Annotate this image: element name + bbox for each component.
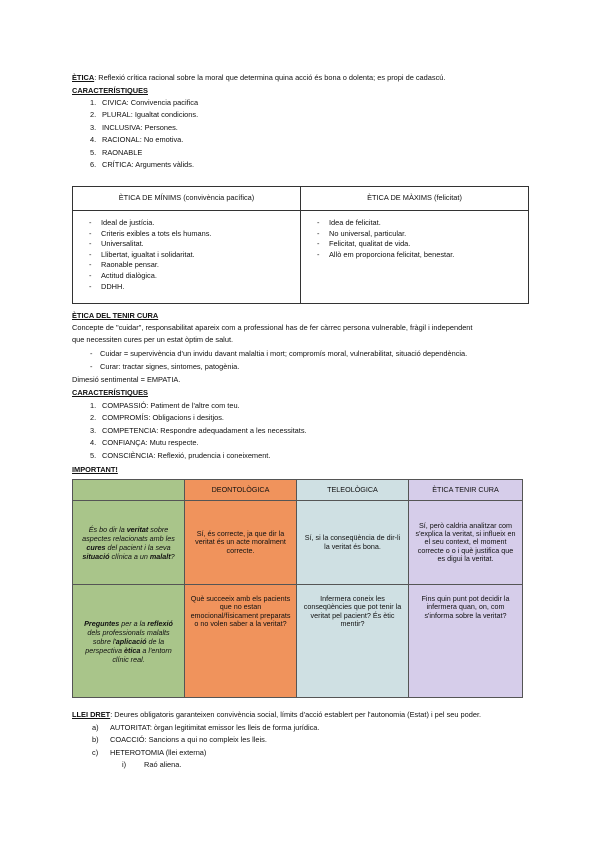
list-item: - Universalitat. (73, 240, 300, 251)
etica-definition-text: : Reflexió crítica racional sobre la moral que determina quina acció és bona o dolenta; es propi de cadascú. (94, 73, 446, 82)
list-item: - No universal, particular. (301, 230, 528, 241)
list-item: - Criteris exibles a tots els humans. (73, 230, 300, 241)
question-veritat: És bo dir la veritat sobre aspectes relacionats amb les cures del pacient i la seva situació clínica a un malalt? (73, 501, 185, 585)
list-item: 1. CIVICA: Convivencia pacifica (90, 98, 199, 107)
teleologica-header: TELEOLÒGICA (297, 480, 409, 501)
tenir-cura-header: ÈTICA TENIR CURA (409, 480, 523, 501)
minims-header: ÈTICA DE MÍNIMS (convivència pacífica) (73, 187, 301, 211)
list-item: 6. CRÍTICA: Arguments vàlids. (90, 159, 194, 169)
tenir-cura-bullets (72, 350, 467, 374)
list-item: a) AUTORITAT: òrgan legitimitat emissor les lleis de forma jurídica. (92, 723, 320, 732)
list-item: c) HETEROTOMIA (llei externa) (92, 747, 207, 757)
list-item: 2. PLURAL: Igualtat condicions. (90, 110, 199, 120)
list-item: 1. COMPASSIÓ: Patiment de l'altre com teu. (90, 401, 240, 410)
deontologica-question: Què succeeix amb els pacients que no estan emocional/físicament preparats o no volen saber a la veritat? (185, 585, 297, 698)
list-item: 3. COMPETENCIA: Respondre adequadament a les necessitats. (90, 425, 307, 435)
teleologica-answer: Sí, si la conseqüència de dir-li la veritat és bona. (297, 501, 409, 585)
list-item: 4. RACIONAL: No emotiva. (90, 135, 184, 145)
list-item: - Llibertat, igualtat i solidaritat. (73, 251, 300, 262)
list-item: 2. COMPROMÍS: Obligacions i desitjos. (90, 413, 224, 423)
question-reflexio: Preguntes per a la reflexió dels professionals malalts sobre l'aplicació de la perspectiva ètica a l'entorn clínic real. (73, 585, 185, 698)
llei-dret-list (72, 724, 319, 761)
etica-characteristics-list (72, 99, 198, 173)
list-item: 5. CONSCIÈNCIA: Reflexió, prudencia i coneixement. (90, 450, 271, 460)
tenir-cura-title: ÈTICA DEL TENIR CURA (72, 311, 159, 320)
llei-dret-definition (72, 711, 481, 720)
tenir-cura-answer: Sí, però caldria analitzar com s'explica la veritat, si influeix en el seu context, el moment correcte o o i què justifica que es digui la veritat. (409, 501, 523, 585)
tenir-cura-concept-1: Concepte de "cuidar", responsabilitat apareix com a professional has de fer càrrec persona vulnerable, fràgil i independent (72, 323, 473, 332)
deontologica-header: DEONTOLÒGICA (185, 480, 297, 501)
maxims-cell (301, 211, 529, 304)
list-item: - Raonable pensar. (73, 261, 300, 272)
list-item: - DDHH. (73, 283, 300, 294)
maxims-header: ÈTICA DE MÀXIMS (felicitat) (301, 187, 529, 211)
list-item: 4. CONFIANÇA: Mutu respecte. (90, 438, 199, 448)
maxims-list (301, 219, 528, 261)
tenir-cura-question: Fins quin punt pot decidir la infermera quan, on, com s'informa sobre la veritat? (409, 585, 523, 698)
list-item: b) COACCIÓ: Sancions a qui no compleix les lleis. (92, 735, 267, 745)
document-page: ÈTICA: Reflexió crítica racional sobre la moral que determina quina acció és bona o dolenta; es propi de cadascú. CARACTERÍSTIQUES 1. CIVICA: Convivencia pacifica 2. PLURAL: Igualtat condicions. 3. INCLUSIVA: Persones. 4. RACIONAL: No emotiva. 5. RAONABLE 6. CRÍTICA: Arguments vàlids. ÈTICA DE MÍNIMS (convivència pacífica) ÈTICA DE MÀXIMS (felicitat) - Ideal de justícia. - Criteris exibles a tots els humans. - Universalitat. - Llibertat, igualtat i solidaritat. - Raonable pensar. - Actitud dialògica. - DDHH. - Idea de felicitat. - No universal, particular. - Felicitat, qualitat de vida. - Allò em proporciona felicitat, benestar. ÈTICA DEL TENIR CURA Concepte de "cuidar", responsabilitat apareix com a professional has de fer càrrec persona vulnerable, fràgil i independent que necessiten cures per un estat òptim de salut. - Cuidar = supervivència d'un invidu davant malaltia i mort; compromís moral, vulnerabilitat, situació dependència. - Curar: tractar signes, sintomes, patogènia. Dimesió sentimental = EMPATIA. CARACTERÍSTIQUES 1. COMPASSIÓ: Patiment de l'altre com teu. 2. COMPROMÍS: Obligacions i desitjos. 3. COMPETENCIA: Respondre adequadament a les necessitats. 4. CONFIANÇA: Mutu respecte. 5. CONSCIÈNCIA: Reflexió, prudencia i coneixement. IMPORTANT! DEONTOLÒGICA TELEOLÒGICA ÈTICA TENIR CURA És bo dir la veritat sobre aspectes relacionats amb les cures del pacient i la seva situació clínica a un malalt? Sí, és correcte, ja que dir la veritat és un acte moralment correcte. Sí, si la conseqüència de dir-li la veritat és bona. Sí, però caldria analitzar com s'explica la veritat, si influeix en el seu context, el moment correcte o o i què justifica que es digui la veritat. Preguntes per a la reflexió dels professionals malalts sobre l'aplicació de la perspectiva ètica a l'entorn clínic real. Què succeeix amb els pacients que no estan emocional/físicament preparats o no volen saber a la veritat? Infermera coneix les conseqüències que pot tenir la veritat pel pacient? És ètic mentir? Fins quin punt pot decidir la infermera quan, on, com s'informa sobre la veritat? LLEI DRET: Deures obligatoris garanteixen convivència social, límits d'acció establert per l'autonomia (Estat) i pel seu poder. a) AUTORITAT: òrgan legitimitat emissor les lleis de forma jurídica. b) COACCIÓ: Sancions a qui no compleix les lleis. c) HETEROTOMIA (llei externa) i) Raó aliena. (0, 0, 600, 848)
list-item: - Cuidar = supervivència d'un invidu davant malaltia i mort; compromís moral, vulnerabilitat, situació dependència. (72, 350, 467, 363)
list-item: - Allò em proporciona felicitat, benestar. (301, 251, 528, 262)
etica-definition (72, 74, 445, 83)
tenir-cura-concept-2: que necessiten cures per un estat òptim de salut. (72, 335, 234, 344)
list-item: - Felicitat, qualitat de vida. (301, 240, 528, 251)
tenir-cura-characteristics-title: CARACTERÍSTIQUES (72, 388, 148, 397)
etica-term: ÈTICA (72, 73, 95, 82)
llei-dret-term: LLEI DRET (72, 710, 111, 719)
list-item: - Curar: tractar signes, sintomes, patogènia. (72, 363, 467, 374)
list-item: 5. RAONABLE (90, 147, 143, 157)
minims-maxims-table (72, 186, 529, 304)
tenir-cura-characteristics-list (72, 402, 307, 464)
list-item: - Idea de felicitat. (301, 219, 528, 230)
list-item: - Ideal de justícia. (73, 219, 300, 230)
minims-cell (73, 211, 301, 304)
etica-characteristics-title: CARACTERÍSTIQUES (72, 86, 148, 95)
teleologica-question: Infermera coneix les conseqüències que pot tenir la veritat pel pacient? És ètic mentir? (297, 585, 409, 698)
important-table (72, 479, 523, 698)
deontologica-answer: Sí, és correcte, ja que dir la veritat és un acte moralment correcte. (185, 501, 297, 585)
llei-dret-definition-text: : Deures obligatoris garanteixen convivència social, límits d'acció establert per l'autonomia (Estat) i pel seu poder. (110, 710, 482, 719)
empathy-line: Dimesió sentimental = EMPATIA. (72, 375, 181, 384)
empty-header-cell (73, 480, 185, 501)
minims-list (73, 219, 300, 293)
list-item: - Actitud dialògica. (73, 272, 300, 283)
list-item: 3. INCLUSIVA: Persones. (90, 122, 178, 132)
important-title: IMPORTANT! (72, 465, 118, 474)
